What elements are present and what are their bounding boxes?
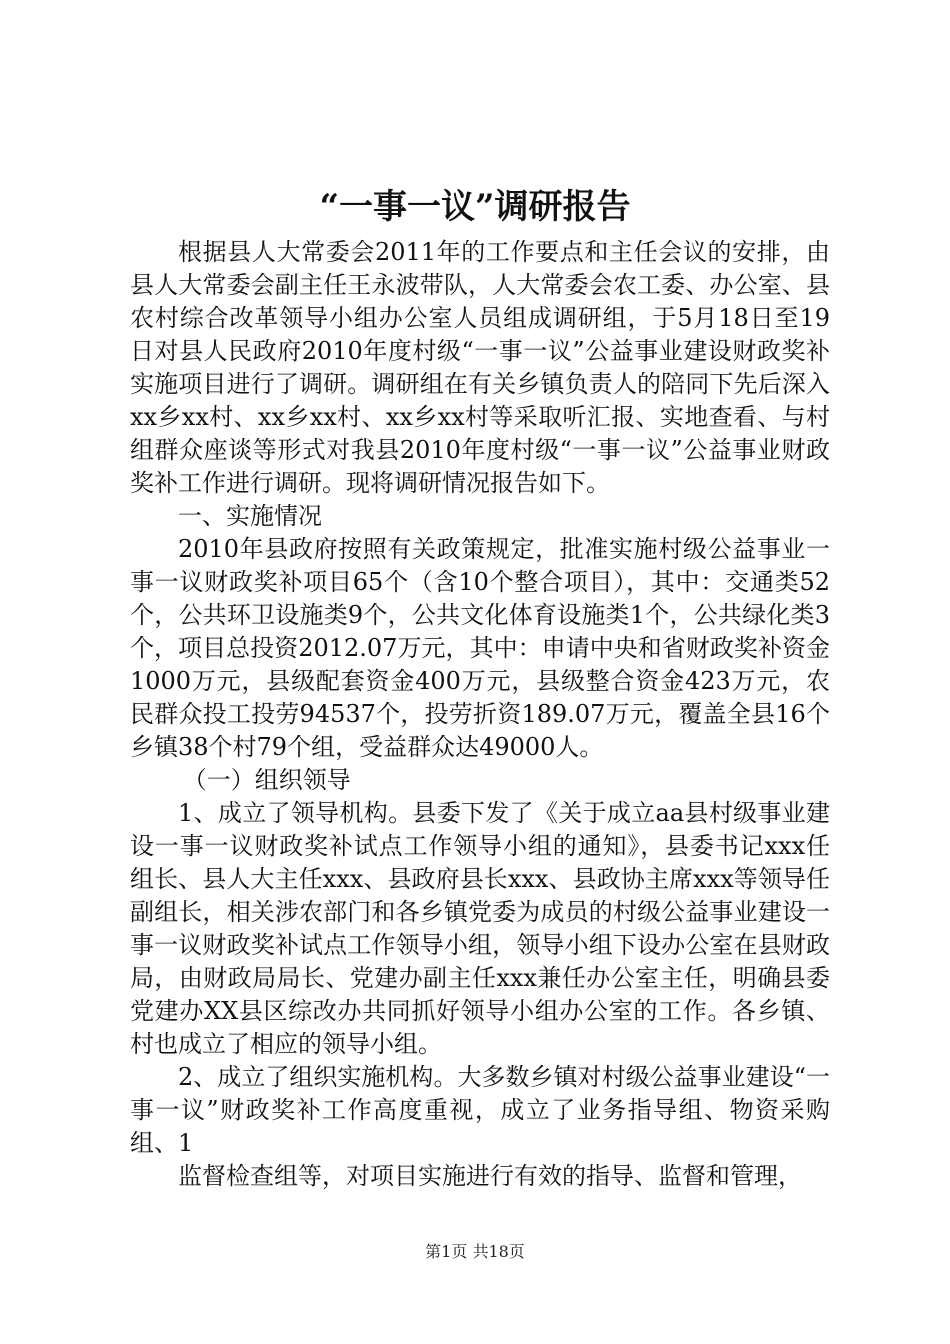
leadership-paragraph: 1、成立了领导机构。县委下发了《关于成立aa县村级事业建设一事一议财政奖补试点工作领导小组的通知》，县委书记xxx任组长、县人大主任xxx、县政府县长xxx、县政协主席xxx等领导任副组长，相关涉农部门和各乡镇党委为成员的村级公益事业建设一事一议财政奖补试点工作领导小组，领导小组下设办公室在县财政局，由财政局局长、党建办副主任xxx兼任办公室主任，明确县委党建办XX县区综改办共同抓好领导小组办公室的工作。各乡镇、村也成立了相应的领导小组。	[130, 799, 830, 1058]
supervision-paragraph: 监督检查组等，对项目实施进行有效的指导、监督和管理，	[178, 1162, 802, 1190]
implementation-paragraph: 2010年县政府按照有关政策规定，批准实施村级公益事业一事一议财政奖补项目65个（含10个整合项目），其中：交通类52个，公共环卫设施类9个，公共文化体育设施类1个，公共绿化类3个，项目总投资2012.07万元，其中：申请中央和省财政奖补资金1000万元，县级配套资金400万元，县级整合资金423万元，农民群众投工投劳94537个，投劳折资189.07万元，覆盖全县16个乡镇38个村79个组，受益群众达49000人。	[130, 535, 830, 761]
document-body	[130, 236, 830, 1193]
page-number-footer: 第1页 共18页	[425, 1242, 525, 1261]
intro-paragraph: 根据县人大常委会2011年的工作要点和主任会议的安排，由县人大常委会副主任王永波带队，人大常委会农工委、办公室、县农村综合改革领导小组办公室人员组成调研组，于5月18日至19日对县人民政府2010年度村级“一事一议”公益事业建设财政奖补实施项目进行了调研。调研组在有关乡镇负责人的陪同下先后深入xx乡xx村、xx乡xx村、xx乡xx村等采取听汇报、实地查看、与村组群众座谈等形式对我县2010年度村级“一事一议”公益事业财政奖补工作进行调研。现将调研情况报告如下。	[130, 238, 830, 497]
section-heading-implementation: 一、实施情况	[178, 502, 322, 530]
organization-paragraph: 2、成立了组织实施机构。大多数乡镇对村级公益事业建设“一事一议”财政奖补工作高度重视，成立了业务指导组、物资采购组、1	[130, 1063, 830, 1157]
subsection-heading-organization: （一）组织领导	[182, 766, 351, 794]
document-title: “一事一议”调研报告	[319, 187, 631, 227]
